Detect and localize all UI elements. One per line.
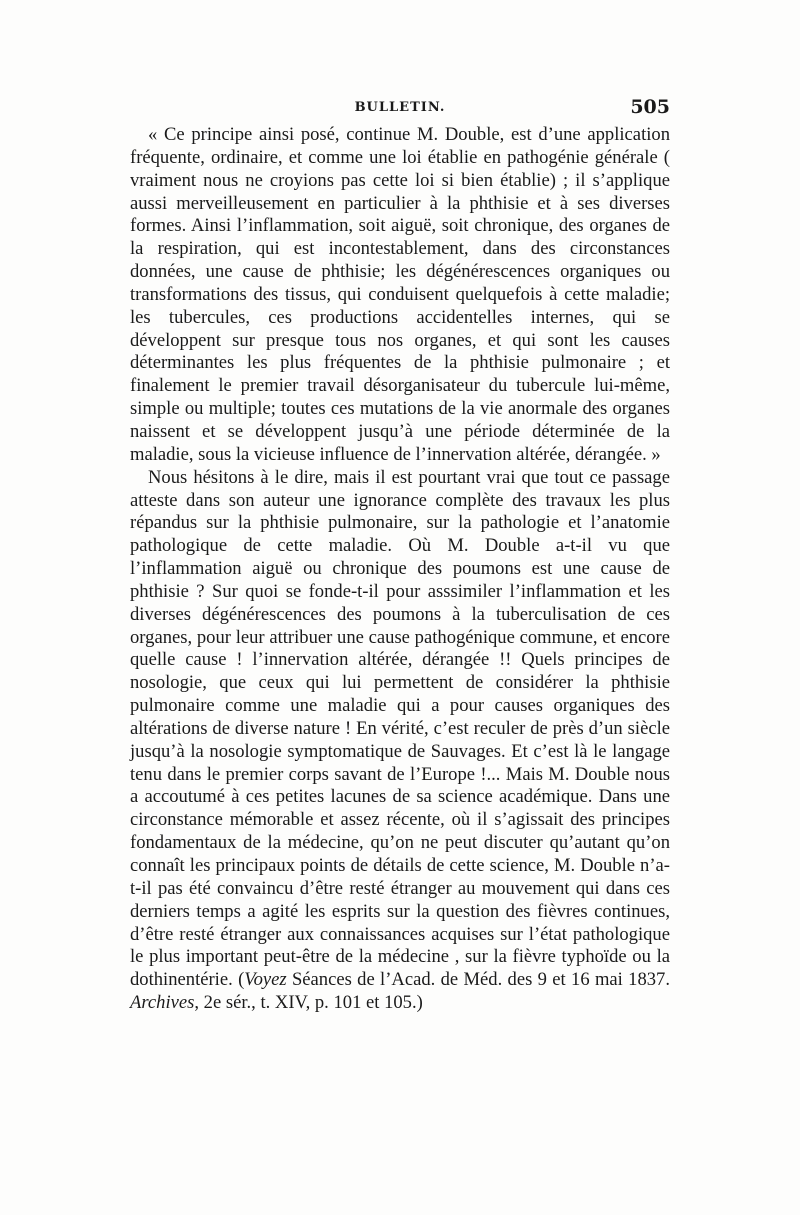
citation-archives: Archives xyxy=(130,992,195,1014)
citation-voyez: Voyez xyxy=(244,969,287,991)
body-text xyxy=(130,124,670,1015)
running-head: BULLETIN. xyxy=(354,100,446,115)
page-number: 505 xyxy=(630,96,670,118)
paragraph-commentary-text: Nous hésitons à le dire, mais il est pourtant vrai que tout ce passage atteste dans son auteur une ignorance complète des travaux les plus répandus sur la phthisie pulmonaire, sur la pathologie et l’anatomie pathologique de cette maladie. Où M. Double a-t-il vu que l’inflammation aiguë ou chronique des poumons est une cause de phthisie ? Sur quoi se fonde-t-il pour asssimiler l’inflammation et les diverses dégénérescences des poumons à la tuberculisation de ces organes, pour leur attribuer une cause pathogénique commune, et encore quelle cause ! l’innervation altérée, dérangée !! Quels principes de nosologie, que ceux qui lui permettent de considérer la phthisie pulmonaire comme une maladie qui a pour causes organiques des altérations de diverse nature ! En vérité, c’est reculer de près d’un siècle jusqu’à la nosologie symptomatique de Sauvages. Et c’est là le langage tenu dans le premier corps savant de l’Europe !... Mais M. Double nous a accoutumé à ces petites lacunes de sa science académique. Dans une circonstance mémorable et assez récente, où il s’agissait des principes fondamentaux de la médecine, qu’on ne peut discuter qu’autant qu’on connaît les principaux points de détails de cette science, M. Double n’a-t-il pas été convaincu d’être resté étranger au mouvement qui dans ces derniers temps a agité les esprits sur la question des fièvres continues, d’être resté étranger aux connaissances acquises sur l’état pathologique le plus important peut-être de la médecine , sur la fièvre typhoïde ou la dothinentérie. ( xyxy=(130,466,670,991)
paragraph-quotation: « Ce principe ainsi posé, continue M. Double, est d’une application fréquente, ordinaire, et comme une loi établie en pathogénie générale ( vraiment nous ne croyions pas cette loi si bien établie) ; il s’applique aussi merveilleusement en particulier à la phthisie et à ses diverses formes. Ainsi l’inflammation, soit aiguë, soit chronique, des organes de la respiration, qui est incontestablement, dans des circonstances données, une cause de phthisie; les dégénérescences organiques ou transformations des tissus, qui conduisent quelquefois à cette maladie; les tubercules, ces productions accidentelles internes, qui se développent sur presque tous nos organes, et qui sont les causes déterminantes les plus fréquentes de la phthisie pulmonaire ; et finalement le premier travail désorganisateur du tubercule lui-même, simple ou multiple; toutes ces mutations de la vie anormale des organes naissent et se développent jusqu’à une période déterminée de la maladie, sous la vicieuse influence de l’innervation altérée, dérangée. » xyxy=(130,124,670,465)
page-header xyxy=(130,96,670,120)
citation-reference: , 2e sér., t. XIV, p. 101 et 105.) xyxy=(194,992,423,1014)
paragraph-commentary xyxy=(130,467,670,1015)
citation-seances: Séances de l’Acad. de Méd. des 9 et 16 mai 1837. xyxy=(286,969,670,991)
